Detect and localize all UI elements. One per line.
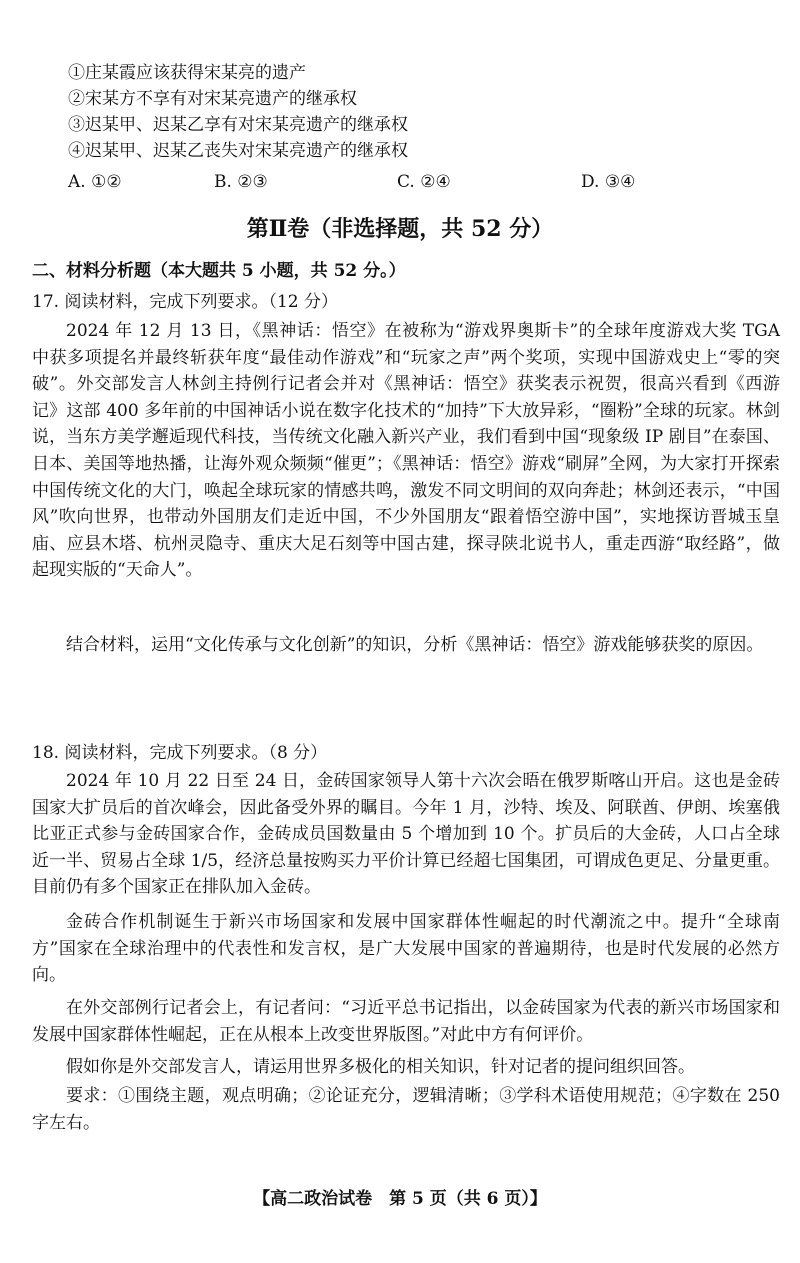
option-4: ④迟某甲、迟某乙丧失对宋某亮遗产的继承权: [68, 141, 408, 161]
q18-material-1: 2024 年 10 月 22 日至 24 日，金砖国家领导人第十六次会晤在俄罗斯喀山开启。这也是金砖国家大扩员后的首次峰会，因此备受外界的瞩目。今年 1 月，沙特、埃及、阿联酋、伊朗、埃塞俄比亚正式参与金砖国家合作，金砖成员国数量由 5 个增加到 10 个。扩员后的大金砖，人口占全球近一半、贸易占全球 1/5，经济总量按购买力平价计算已经超七国集团，可谓成色更足、分量更重。目前仍有多个国家正在排队加入金砖。: [32, 771, 780, 898]
q18-material-3: 在外交部例行记者会上，有记者问：“习近平总书记指出，以金砖国家为代表的新兴市场国家和发展中国家群体性崛起，正在从根本上改变世界版图。”对此中方有何评价。: [32, 998, 780, 1045]
q18-title: 18. 阅读材料，完成下列要求。（8 分）: [32, 743, 328, 763]
q17-title: 17. 阅读材料，完成下列要求。（12 分）: [32, 292, 338, 312]
q18-material-2: 金砖合作机制诞生于新兴市场国家和发展中国家群体性崛起的时代潮流之中。提升“全球南方”国家在全球治理中的代表性和发言权，是广大发展中国家的普遍期待，也是时代发展的必然方向。: [32, 912, 780, 986]
choice-b: B. ②③: [214, 172, 268, 192]
q17-material: 2024 年 12 月 13 日，《黑神话：悟空》在被称为“游戏界奥斯卡”的全球年度游戏大奖 TGA 中获多项提名并最终斩获年度“最佳动作游戏”和“玩家之声”两个奖项，实现中国游戏史上“零的突破”。外交部发言人林剑主持例行记者会并对《黑神话：悟空》获奖表示祝贺，很高兴看到《西游记》这部 400 多年前的中国神话小说在数字化技术的“加持”下大放异彩，“圈粉”全球的玩家。林剑说，当东方美学邂逅现代科技，当传统文化融入新兴产业，我们看到中国“现象级 IP 剧目”在泰国、日本、美国等地热播，让海外观众频频“催更”；《黑神话：悟空》游戏“刷屏”全网，为大家打开探索中国传统文化的大门，唤起全球玩家的情感共鸣，激发不同文明间的双向奔赴；林剑还表示，“中国风”吹向世界，也带动外国朋友们走近中国，不少外国朋友“跟着悟空游中国”，实地探访晋城玉皇庙、应县木塔、杭州灵隐寺、重庆大足石刻等中国古建，探寻陕北说书人，重走西游“取经路”，做起现实版的“天命人”。: [32, 321, 780, 581]
q18-task: 假如你是外交部发言人，请运用世界多极化的相关知识，针对记者的提问组织回答。: [66, 1057, 695, 1077]
section-title: 第Ⅱ卷（非选择题，共 52 分）: [246, 216, 554, 242]
option-1: ①庄某霞应该获得宋某亮的遗产: [68, 63, 306, 83]
choice-a: A. ①②: [68, 172, 122, 192]
choice-c: C. ②④: [397, 172, 451, 192]
option-2: ②宋某方不享有对宋某亮遗产的继承权: [68, 89, 357, 109]
page-footer: 【高二政治试卷 第 5 页（共 6 页）】: [253, 1189, 547, 1209]
option-3: ③迟某甲、迟某乙享有对宋某亮遗产的继承权: [68, 115, 408, 135]
q18-requirements: 要求：①围绕主题，观点明确；②论证充分，逻辑清晰；③学科术语使用规范；④字数在 250 字左右。: [32, 1086, 780, 1133]
part-heading: 二、材料分析题（本大题共 5 小题，共 52 分。）: [32, 261, 406, 281]
choice-d: D. ③④: [581, 172, 636, 192]
q17-task: 结合材料，运用“文化传承与文化创新”的知识，分析《黑神话：悟空》游戏能够获奖的原因。: [66, 635, 764, 655]
